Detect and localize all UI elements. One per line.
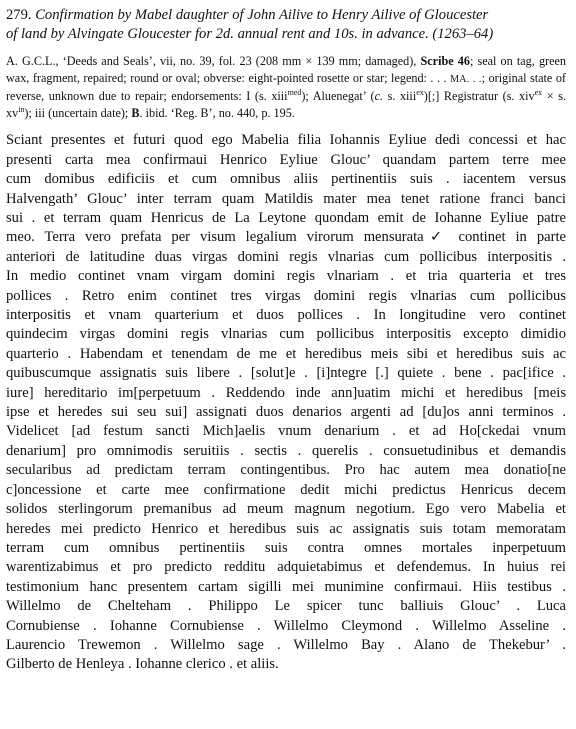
charter-text-line: cum domibus edificiis et cum omnibus aliis pertinentiis suis . iacentem versus bbox=[6, 171, 566, 188]
description-part: × s. xv bbox=[6, 89, 566, 120]
charter-text-line: Laurencio Trewemon . Willelmo sage . Willelmo Bay . Alano de Thekebur’ . bbox=[6, 636, 566, 653]
charter-text-line: meo. Terra vero prefata per visum legalium virorum mensurata✓ continet in parte bbox=[6, 229, 566, 246]
charter-text-line: Cornubiense . Iohanne Cornubiense . Willelmo Cleymond . Willelmo Asseline . bbox=[6, 617, 566, 634]
charter-text-line: pollices . Retro enim continet tres virgas domini regis vlnarias cum pollicibus bbox=[6, 287, 566, 304]
description-part: ; original state of reverse, unknown due to repair; endorsements: I (s. xiii bbox=[6, 70, 566, 104]
entry-title-line-1: Confirmation by Mabel daughter of John Ailive to Henry Ailive of Gloucester bbox=[35, 7, 489, 23]
charter-text-line: denarium] pro omnimodis seruitiis . sectis . querelis . consuetudinibus et demandis bbox=[6, 442, 566, 459]
charter-text-line: quindecim virgas domini regis vlnarias cum pollicibus interpositis excepto dimidio bbox=[6, 326, 566, 343]
charter-text-line: interpositis et vnam quarterium et duos pollices . In longitudine vero continet bbox=[6, 307, 566, 324]
superscript: ex bbox=[534, 88, 543, 98]
charter-text-line: testimonium hanc presentem cartam sigilli mei munimine confirmaui. Hiis testibus . bbox=[6, 578, 566, 595]
charter-text-line: Gilberto de Henleya . Iohanne clerico . et aliis. bbox=[6, 656, 279, 673]
charter-text-line: Videlicet [ad festum sancti Mich]aelis vnum denarium . et ad Ho[ckedai vnum bbox=[6, 423, 566, 440]
charter-text-line: quibuscumque assignatis suis libere . [solut]e . [i]ntegre [.] quiete . bene . pac[ifice . bbox=[6, 365, 566, 382]
superscript: med bbox=[287, 88, 302, 98]
charter-text-line: iure] hereditario im[perpetuum . Reddendo inde ann]uatim michi et heredibus [meis bbox=[6, 384, 566, 401]
scribe-label: Scribe 46 bbox=[420, 54, 470, 68]
charter-text-line: Sciant presentes et futuri quod ego Mabelia filia Iohannis Eyliue dedi concessi et hac bbox=[6, 132, 566, 149]
entry-heading bbox=[6, 6, 566, 44]
description-part: ; seal on tag, green wax, fragment, repaired; round or oval; obverse: eight-pointed rosette or star; legend: . . . bbox=[6, 54, 567, 85]
charter-text-line: solidos sterlingorum premanibus ad meum magnum negotium. Ego vero Mabelia et bbox=[6, 501, 566, 518]
charter-text-line: ipse et heredes sui seu sui] assignati duos denarios argenti ad [du]os anni terminos . bbox=[6, 404, 566, 421]
charter-text-line: presenti carta mea confirmaui Henrico Eyliue Glouc’ quandam partem terre mee bbox=[6, 151, 566, 168]
description-part: )[;] Registratur (s. xiv bbox=[423, 89, 535, 104]
legend-text: MA. . . bbox=[450, 73, 482, 85]
entry-number: 279. bbox=[6, 7, 32, 23]
superscript: ex bbox=[416, 88, 424, 98]
charter-text-line: In medio continet vnam virgam domini regis vlnariam . et tria quarteria et tres bbox=[6, 268, 566, 285]
description-part: ); iii (uncertain date); bbox=[24, 105, 132, 120]
charter-text-line: heredes mei predicto Henrico et heredibus suis ac assignatis suis totam memoratam bbox=[6, 520, 566, 537]
description-part: s. xiii bbox=[383, 89, 417, 104]
charter-text-line: Halvengath’ Glouc’ inter terram quam Matildis mater mea tenet ratione franci banci bbox=[6, 190, 566, 207]
charter-text-line: quarterio . Habendam et tenendam de me et heredibus meis sibi et heredibus suis ac bbox=[6, 345, 566, 362]
charter-text-line: sui . et terram quam Henricus de La Leytone quondam emit de Iohanne Eyliue patre bbox=[6, 210, 566, 226]
charter-text-line: anteriori de latitudine duas virgas domini regis vlnarias cum pollicibus interpositis . bbox=[6, 248, 566, 265]
description-part: ); Aluenegat’ ( bbox=[301, 89, 375, 104]
description-part: . ibid. ‘Reg. B’, no. 440, p. 195. bbox=[139, 105, 295, 120]
charter-text-line: warentizabimus et pro predicto redditu adquietabimus et defendemus. In huius rei bbox=[6, 559, 566, 576]
charter-text-line: c]oncessione et carte mee confirmatione dedit michi predictus Henricus decem bbox=[6, 481, 566, 498]
document-description bbox=[6, 53, 566, 121]
description-part: A. G.C.L., ‘Deeds and Seals’, vii, no. 39, fol. 23 (208 mm × 139 mm; damaged), bbox=[6, 54, 421, 68]
charter-text-line: secularibus ad predictam terram contingentibus. Pro hac autem mea donatio[ne bbox=[6, 462, 566, 479]
charter-text-line: Willelmo de Chelteham . Philippo Le spicer tunc balliuis Glouc’ . Luca bbox=[6, 598, 566, 615]
copy-b-label: B bbox=[131, 105, 140, 120]
charter-text-line: terram cum omnibus pertinentiis suis contra omnes mortales inperpetuum bbox=[6, 539, 566, 556]
circa-abbrev: c. bbox=[374, 89, 384, 104]
entry-title-line-2: of land by Alvingate Gloucester for 2d. annual rent and 10s. in advance. (1263–64) bbox=[6, 26, 494, 42]
superscript: in bbox=[18, 104, 25, 114]
charter-text bbox=[6, 131, 566, 674]
